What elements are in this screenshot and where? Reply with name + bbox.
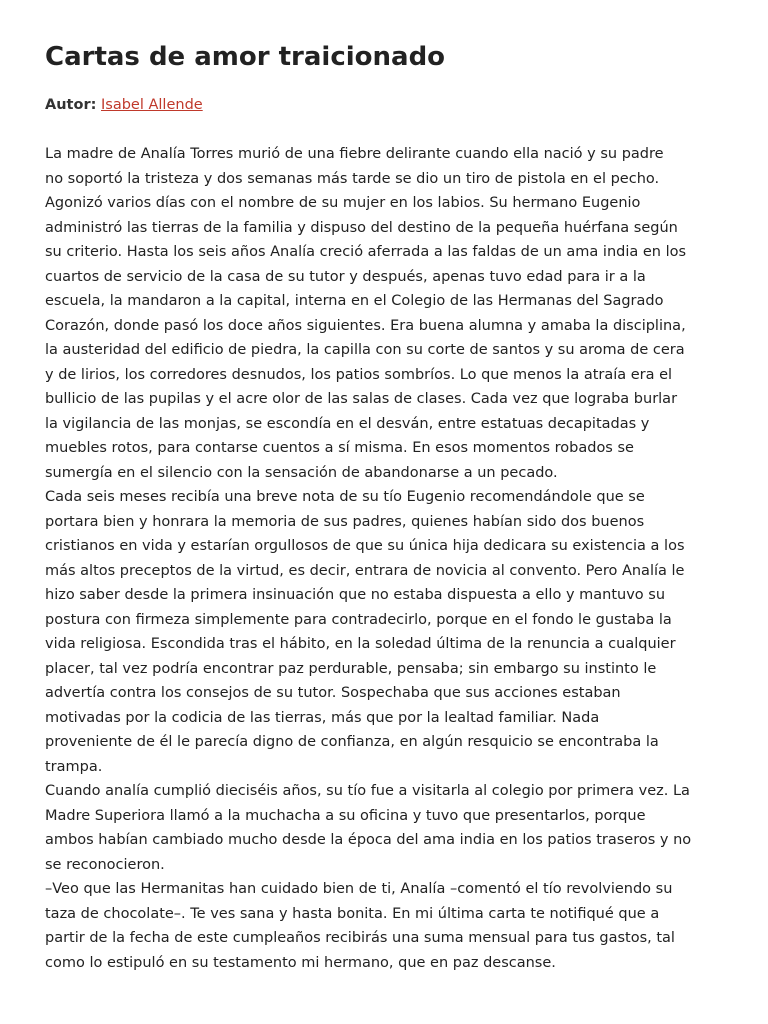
story-paragraph: La madre de Analía Torres murió de una fiebre delirante cuando ella nació y su padre no soportó la tristeza y dos semanas más tarde se dio un tiro de pistola en el pecho. Agonizó varios días con el nombre de su mujer en los labios. Su hermano Eugenio administró las tierras de la familia y dispuso del destino de la pequeña huérfana según su criterio. Hasta los seis años Analía creció aferrada a las faldas de un ama india en los cuartos de servicio de la casa de su tutor y después, apenas tuvo edad para ir a la escuela, la mandaron a la capital, interna en el Colegio de las Hermanas del Sagrado Corazón, donde pasó los doce años siguientes. Era buena alumna y amaba la disciplina, la austeridad del edificio de piedra, la capilla con su corte de santos y su aroma de cera y de lirios, los corredores desnudos, los patios sombríos. Lo que menos la atraía era el bullicio de las pupilas y el acre olor de las salas de clases. Cada vez que lograba burlar la vigilancia de las monjas, se escondía en el desván, entre estatuas decapitadas y muebles rotos, para contarse cuentos a sí misma. En esos momentos robados se sumergía en el silencio con la sensación de abandonarse a un pecado.	[45, 146, 687, 481]
story-paragraph: Cada seis meses recibía una breve nota de su tío Eugenio recomendándole que se portara bien y honrara la memoria de sus padres, quienes habían sido dos buenos cristianos en vida y estarían orgullosos de que su única hija dedicara su existencia a los más altos preceptos de la virtud, es decir, entrara de novicia al convento. Pero Analía le hizo saber desde la primera insinuación que no estaba dispuesta a ello y mantuvo su postura con firmeza simplemente para contradecirlo, porque en el fondo le gustaba la vida religiosa. Escondida tras el hábito, en la soledad última de la renuncia a cualquier placer, tal vez podría encontrar paz perdurable, pensaba; sin embargo su instinto le advertía contra los consejos de su tutor. Sospechaba que sus acciones estaban motivadas por la codicia de las tierras, más que por la lealtad familiar. Nada proveniente de él le parecía digno de confianza, en algún resquicio se encontraba la trampa.	[45, 489, 685, 775]
story-paragraph: –Veo que las Hermanitas han cuidado bien de ti, Analía –comentó el tío revolviendo su taza de chocolate–. Te ves sana y hasta bonita. En mi última carta te notifiqué que a partir de la fecha de este cumpleaños recibirás una suma mensual para tus gastos, tal como lo estipuló en su testamento mi hermano, que en paz descanse.	[45, 881, 675, 971]
story-paragraph: Cuando analía cumplió dieciséis años, su tío fue a visitarla al colegio por primera vez. La Madre Superiora llamó a la muchacha a su oficina y tuvo que presentarlos, porque ambos habían cambiado mucho desde la época del ama india en los patios traseros y no se reconocieron.	[45, 783, 692, 873]
document-title: Cartas de amor traicionado	[45, 42, 446, 72]
story-body	[45, 142, 727, 975]
author-link[interactable]: Isabel Allende	[101, 97, 203, 113]
author-label: Autor:	[45, 97, 97, 113]
document-page	[45, 36, 727, 975]
author-line	[45, 95, 727, 115]
